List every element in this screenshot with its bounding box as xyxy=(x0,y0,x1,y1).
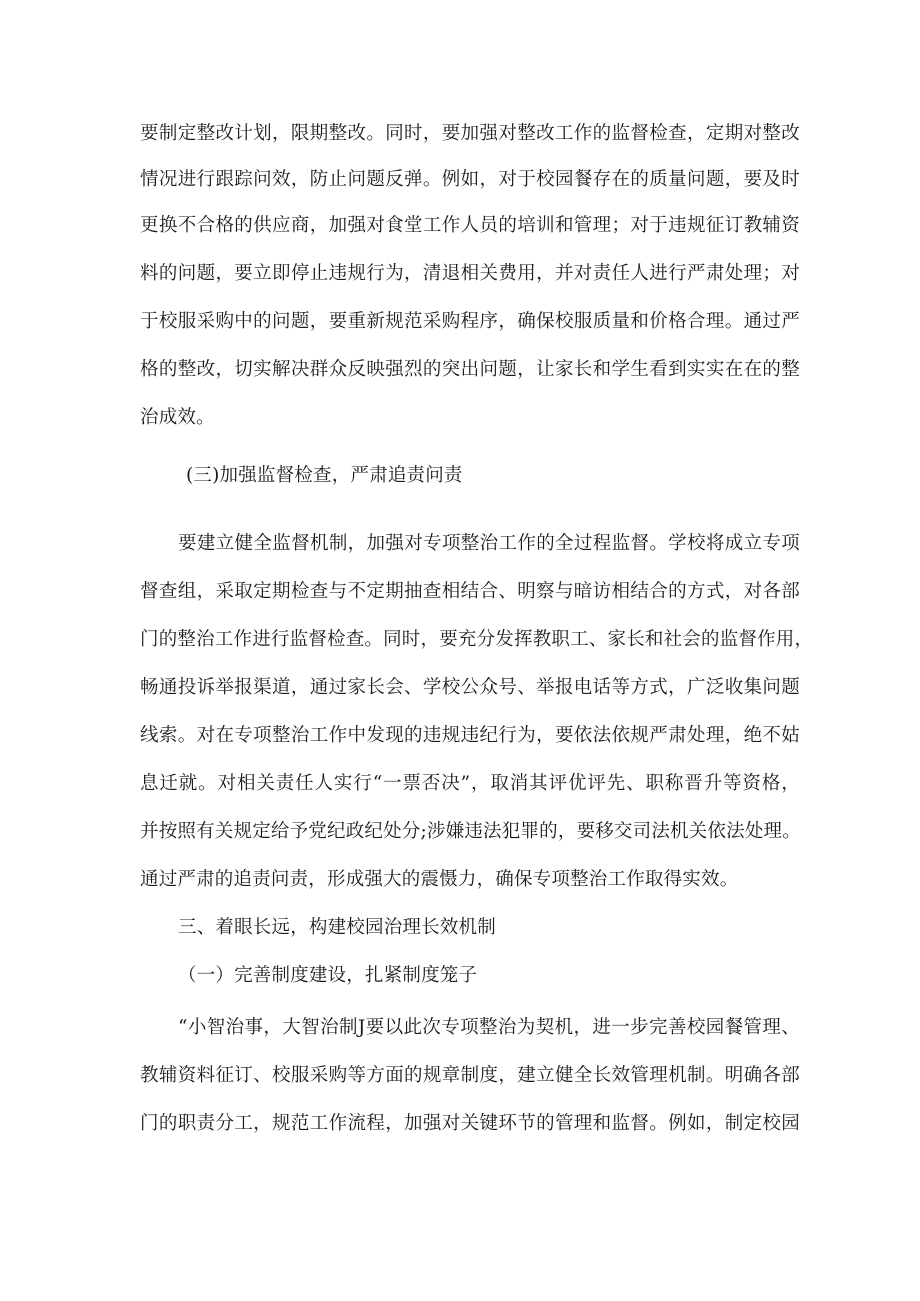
subsection-heading: （一）完善制度建设，扎紧制度笼子 xyxy=(178,965,478,986)
paragraph-line: 通过严肃的追责问责，形成强大的震慑力，确保专项整治工作取得实效。 xyxy=(140,869,739,890)
paragraph-line: “小智治事，大智治制J要以此次专项整治为契机，进一步完善校园餐管理、 xyxy=(178,1017,800,1038)
paragraph-line: 更换不合格的供应商，加强对食堂工作人员的培训和管理；对于违规征订教辅资 xyxy=(140,215,800,236)
paragraph-line: 畅通投诉举报渠道，通过家长会、学校公众号、举报电话等方式，广泛收集问题 xyxy=(140,677,800,698)
paragraph-line: 教辅资料征订、校服采购等方面的规章制度，建立健全长效管理机制。明确各部 xyxy=(140,1065,800,1086)
paragraph-line: 并按照有关规定给予党纪政纪处分;涉嫌违法犯罪的，要移交司法机关依法处理。 xyxy=(140,821,801,842)
section-heading: (三)加强监督检查，严肃追责问责 xyxy=(186,465,463,486)
paragraph-line: 格的整改，切实解决群众反映强烈的突出问题，让家长和学生看到实实在在的整 xyxy=(140,359,800,380)
paragraph-line: 于校服采购中的问题，要重新规范采购程序，确保校服质量和价格合理。通过严 xyxy=(140,311,800,332)
paragraph-line: 料的问题，要立即停止违规行为，清退相关费用，并对责任人进行严肃处理；对 xyxy=(140,263,800,284)
paragraph-line: 息迁就。对相关责任人实行“一票否决”，取消其评优评先、职称晋升等资格， xyxy=(140,773,800,794)
paragraph-line: 要制定整改计划，限期整改。同时，要加强对整改工作的监督检查，定期对整改 xyxy=(140,123,800,144)
paragraph-line: 要建立健全监督机制，加强对专项整治工作的全过程监督。学校将成立专项 xyxy=(178,533,800,554)
paragraph-line: 门的职责分工，规范工作流程，加强对关键环节的管理和监督。例如，制定校园 xyxy=(140,1113,800,1134)
paragraph-line: 线索。对在专项整治工作中发现的违规违纪行为，要依法依规严肃处理，绝不姑 xyxy=(140,725,800,746)
chapter-heading: 三、着眼长远，构建校园治理长效机制 xyxy=(178,917,496,938)
paragraph-line: 治成效。 xyxy=(140,407,215,428)
paragraph-line: 督查组，采取定期检查与不定期抽查相结合、明察与暗访相结合的方式，对各部 xyxy=(140,581,800,602)
paragraph-line: 情况进行跟踪问效，防止问题反弹。例如，对于校园餐存在的质量问题，要及时 xyxy=(140,169,800,190)
paragraph-line: 门的整治工作进行监督检查。同时，要充分发挥教职工、家长和社会的监督作用， xyxy=(140,629,814,650)
